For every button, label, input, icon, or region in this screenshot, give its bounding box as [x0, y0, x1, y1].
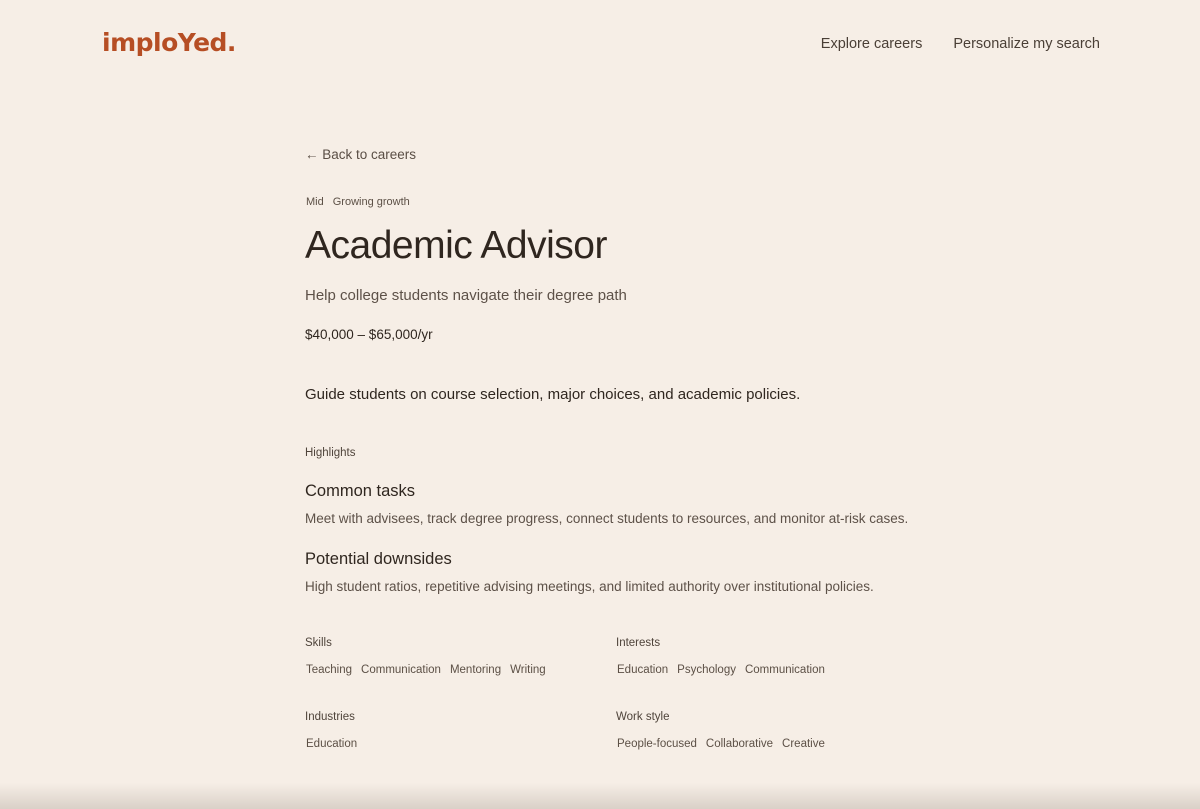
back-to-careers-link[interactable]: ← Back to careers [305, 147, 417, 162]
work-style-label: Work style [616, 711, 670, 723]
work-style-tag: People-focused [617, 738, 697, 750]
bottom-shadow [0, 783, 1200, 809]
downsides-text: High student ratios, repetitive advising meetings, and limited authority over institutional policies. [305, 579, 874, 594]
industries-tags [305, 738, 358, 750]
highlights-label: Highlights [305, 447, 356, 459]
skill-tag: Communication [361, 664, 441, 676]
nav-personalize-search[interactable]: Personalize my search [953, 36, 1100, 52]
industries-label: Industries [305, 711, 355, 723]
skill-tag: Mentoring [449, 664, 502, 676]
interest-tag: Communication [744, 664, 825, 676]
common-tasks-heading: Common tasks [305, 482, 416, 500]
downsides-heading: Potential downsides [305, 550, 452, 568]
skill-tag: Writing [510, 664, 546, 676]
skills-label: Skills [305, 637, 332, 649]
level-badge: Mid [306, 196, 324, 208]
work-style-tag: Collaborative [705, 738, 774, 750]
career-badges [306, 196, 410, 208]
main-nav [821, 36, 1100, 52]
salary-range: $40,000 – $65,000/yr [305, 327, 433, 342]
interests-tags [616, 664, 826, 676]
work-style-tag: Creative [782, 738, 825, 750]
site-header [0, 0, 1200, 90]
skill-tag: Teaching [306, 664, 353, 676]
interest-tag: Psychology [677, 664, 736, 676]
industry-tag: Education [306, 738, 358, 750]
career-subtitle: Help college students navigate their degree path [305, 287, 627, 304]
career-title: Academic Advisor [305, 224, 607, 267]
work-style-tags [616, 738, 826, 750]
common-tasks-text: Meet with advisees, track degree progress, connect students to resources, and monitor at-risk cases. [305, 511, 909, 526]
interest-tag: Education [617, 664, 669, 676]
growth-badge: Growing growth [332, 196, 410, 208]
logo[interactable]: imploYed. [102, 28, 236, 57]
nav-explore-careers[interactable]: Explore careers [820, 36, 923, 52]
interests-label: Interests [616, 637, 661, 649]
career-summary: Guide students on course selection, major choices, and academic policies. [305, 386, 801, 403]
skills-tags [305, 664, 547, 676]
